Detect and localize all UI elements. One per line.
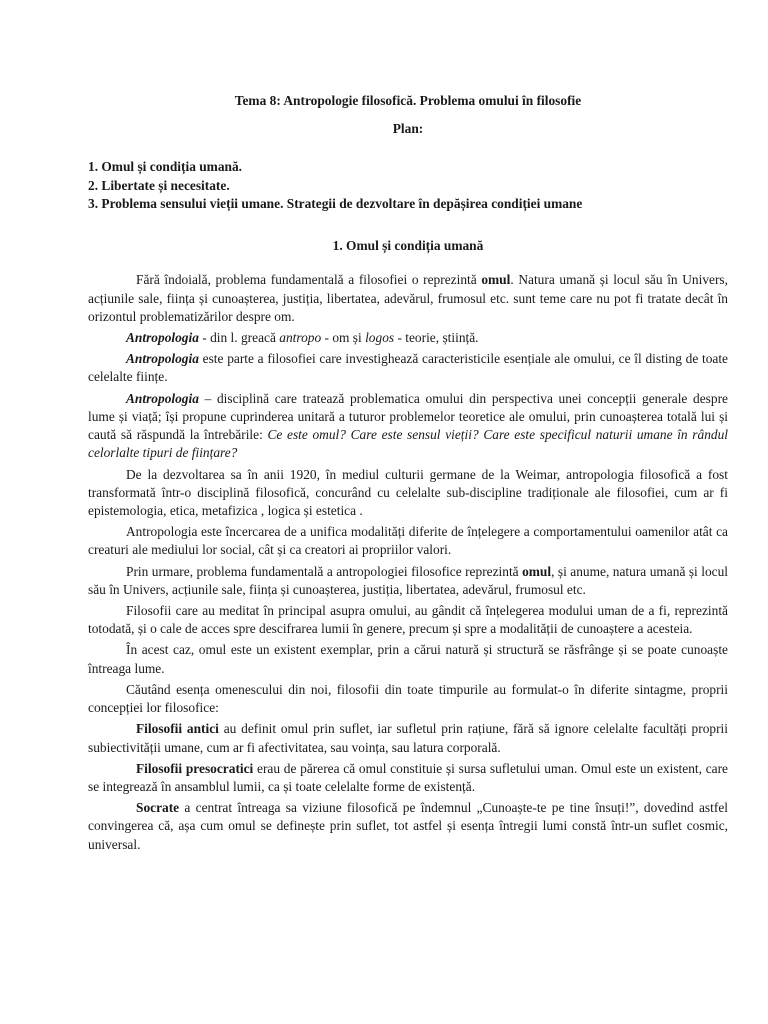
plan-item: 3. Problema sensului vieții umane. Strategii de dezvoltare în depășirea condiției umane [88,195,583,211]
plan-heading: Plan: [392,121,424,137]
paragraph-history: De la dezvoltarea sa în anii 1920, în mediul culturii germane de la Weimar, antropologia filosofică a fost transformată într-o disciplină filosofică, concurând cu celelalte sub-discipline tradiționale ale filosofiei, cum ar fi epistemologia, etica, metafizica , logica și estetica . [88,466,728,518]
paragraph-philosophers: Filosofii care au meditat în principal asupra omului, au gândit că înțelegerea modului uman de a fi, reprezintă totodată, și o cale de acces spre descifrarea lumii în genere, precum și spre a modalității de cunoaștere a acesteia. [88,603,728,637]
document-title: Tema 8: Antropologie filosofică. Problema omului în filosofie [234,93,582,108]
paragraph-etymology: Antropologia - din l. greacă antropo - om și logos - teorie, știință. [126,329,479,345]
paragraph-presocratic: Filosofii presocratici erau de părerea că omul constituie și sursa sufletului uman. Omul este un existent, care se integrează în ansamblul lumii, ca și toate celelalte forme de existență. [88,760,728,794]
paragraph-definition-2: Antropologia – disciplină care tratează problematica omului din perspectiva unei concepții generale despre lume și viață; își propune cuprinderea unitară a tuturor problemelor teoretice ale omului, prin cunoașterea totală lui și caută să răspundă la întrebările: Ce este omul? Care este sensul vieții? Care este specificul naturii umane în rândul celorlalte tipuri de ființare? [88,390,728,461]
plan-item: 1. Omul și condiția umană. [88,159,243,175]
section-heading: 1. Omul și condiția umană [332,238,484,254]
paragraph-socrates: Socrate a centrat întreaga sa viziune filosofică pe îndemnul „Cunoaște-te pe tine însuți!”, dovedind astfel convingerea că, așa cum omul se definește prin suflet, tot astfel și esența întregii lumi constă într-un suflet cosmic, universal. [88,800,728,852]
paragraph-essence: Căutând esența omenescului din noi, filosofii din toate timpurile au formulat-o în diferite sintagme, proprii concepției lor filosofice: [88,681,728,716]
paragraph-unification: Antropologia este încercarea de a unifica modalități diferite de înțelegere a comportamentului oamenilor atât ca creaturi ale mediului lor social, cât și ca creatori ai propriilor valori. [88,524,728,558]
plan-item: 2. Libertate și necesitate. [88,177,230,193]
paragraph-intro: Fără îndoială, problema fundamentală a filosofiei o reprezintă omul. Natura umană și locul său în Univers, acțiunile sale, ființa și cunoașterea, justiția, libertatea, adevărul, frumosul etc. sunt teme care nu pot fi tratate decât în orizontul problematizărilor despre om. [88,272,728,324]
document-page [88,92,728,857]
paragraph-ancient: Filosofii antici au definit omul prin suflet, iar sufletul prin rațiune, fără să ignore celelalte facultăți proprii subiectivității umane, cum ar fi afectivitatea, sau voința, sau latura corporală. [88,721,728,755]
plan-list [88,158,728,213]
paragraph-fundamental-problem: Prin urmare, problema fundamentală a antropologiei filosofice reprezintă omul, și anume, natura umană și locul său în Univers, acțiunile sale, ființa și cunoașterea, justiția, libertatea, adevărul, frumosul etc. [88,563,728,597]
paragraph-definition-1: Antropologia este parte a filosofiei care investighează caracteristicile esențiale ale omului, ce îl disting de toate celelalte ființe. [88,351,728,385]
paragraph-exemplar: În acest caz, omul este un existent exemplar, prin a cărui natură și structură se răsfrânge și se poate cunoaște întreaga lume. [88,642,728,676]
